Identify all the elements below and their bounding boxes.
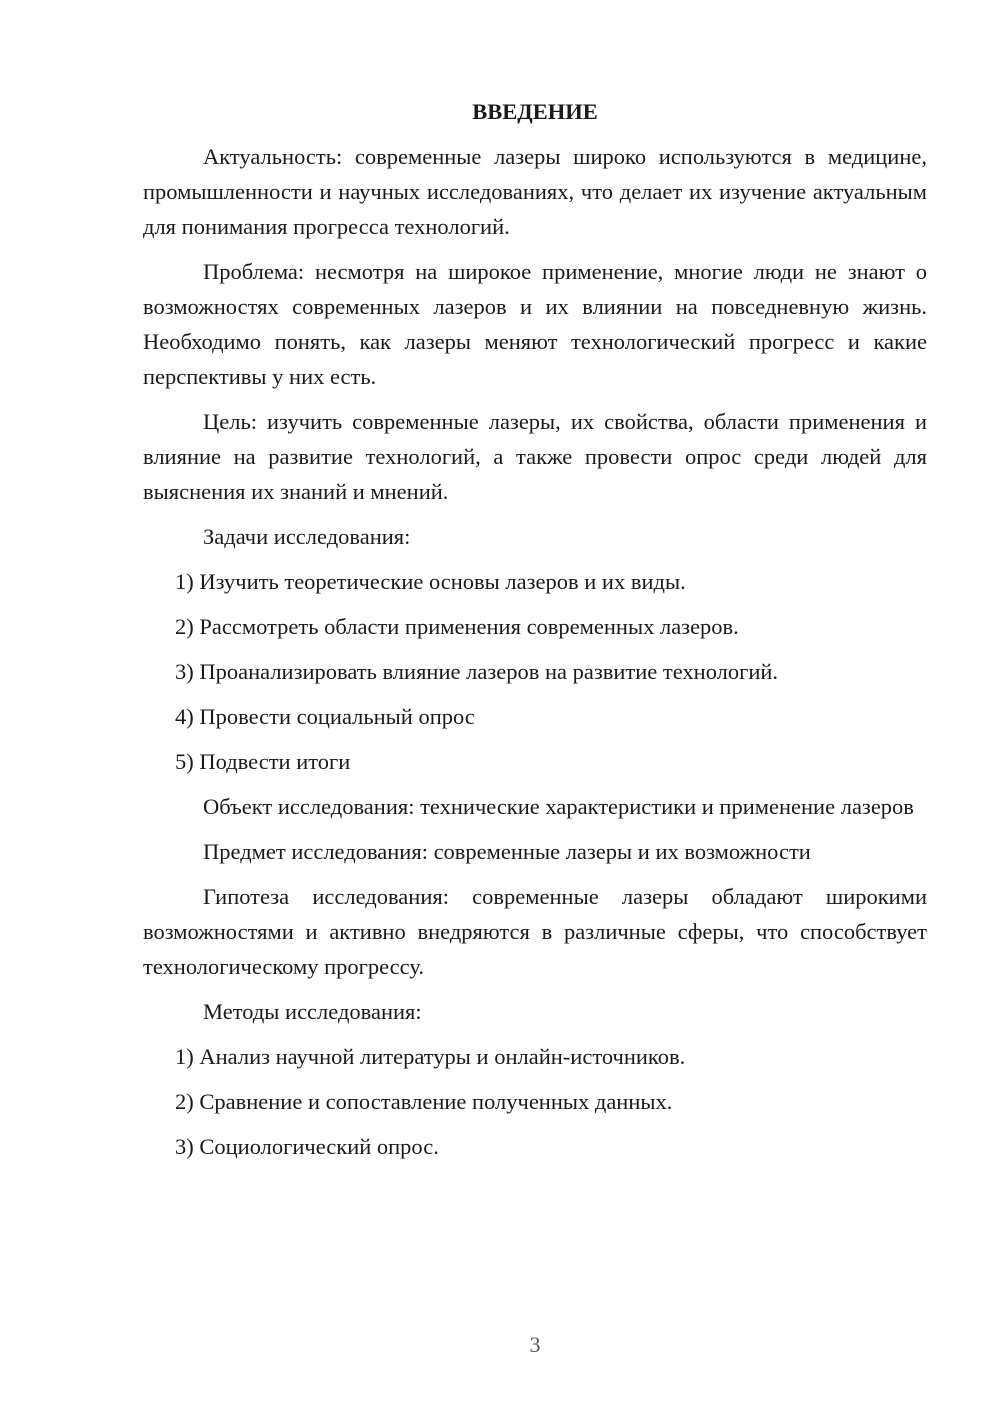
tasks-heading: Задачи исследования: (203, 524, 411, 549)
problem-paragraph: Проблема: несмотря на широкое применение, многие люди не знают о возможностях современных лазеров и их влиянии на повседневную жизнь. Необходимо понять, как лазеры меняют технологический прогресс и какие перспективы у них есть. (143, 259, 927, 389)
list-item: 4) Провести социальный опрос (175, 704, 475, 729)
methods-list (143, 1039, 927, 1164)
page-number: 3 (529, 1332, 541, 1357)
page-content (143, 94, 927, 1174)
subject-paragraph: Предмет исследования: современные лазеры и их возможности (203, 839, 811, 864)
list-item: 1) Анализ научной литературы и онлайн-источников. (175, 1044, 686, 1069)
goal-paragraph: Цель: изучить современные лазеры, их свойства, области применения и влияние на развитие технологий, а также провести опрос среди людей для выяснения их знаний и мнений. (143, 409, 927, 504)
page-title: ВВЕДЕНИЕ (472, 99, 598, 124)
list-item: 3) Социологический опрос. (175, 1134, 439, 1159)
list-item: 2) Рассмотреть области применения современных лазеров. (175, 614, 739, 639)
list-item: 5) Подвести итоги (175, 749, 351, 774)
object-paragraph: Объект исследования: технические характеристики и применение лазеров (203, 794, 914, 819)
list-item: 2) Сравнение и сопоставление полученных данных. (175, 1089, 673, 1114)
methods-heading: Методы исследования: (203, 999, 422, 1024)
tasks-list (143, 564, 927, 779)
list-item: 1) Изучить теоретические основы лазеров и их виды. (175, 569, 686, 594)
hypothesis-paragraph: Гипотеза исследования: современные лазеры обладают широкими возможностями и активно внедряются в различные сферы, что способствует технологическому прогрессу. (143, 884, 927, 979)
relevance-paragraph: Актуальность: современные лазеры широко используются в медицине, промышленности и научных исследованиях, что делает их изучение актуальным для понимания прогресса технологий. (143, 144, 927, 239)
list-item: 3) Проанализировать влияние лазеров на развитие технологий. (175, 659, 779, 684)
